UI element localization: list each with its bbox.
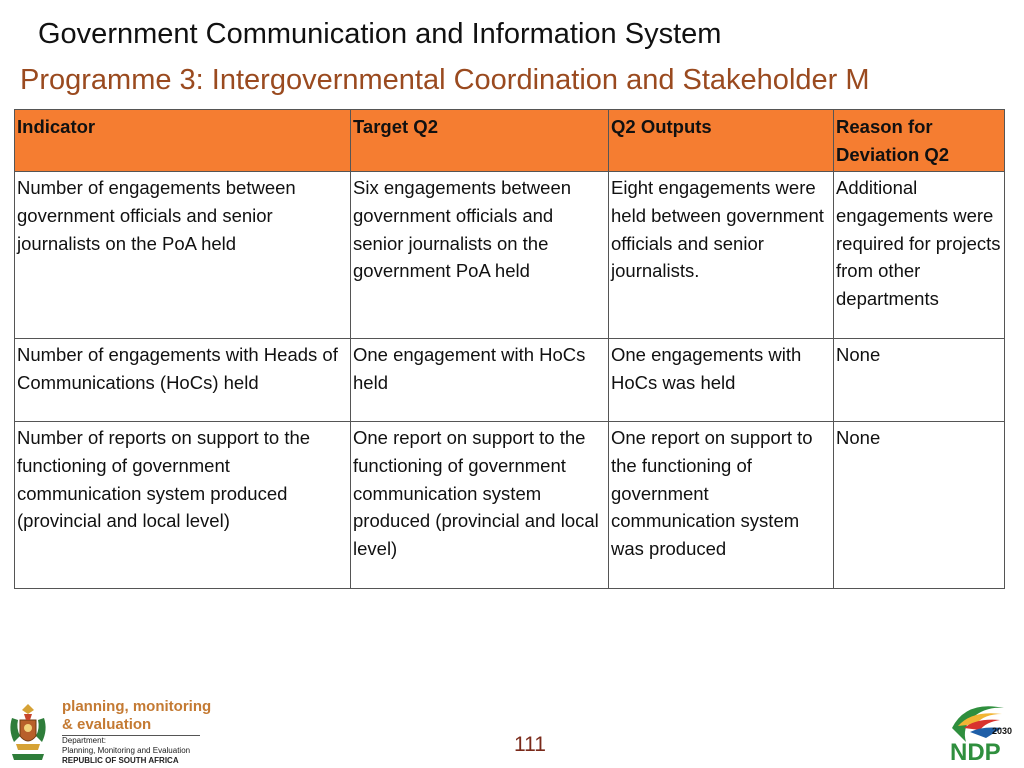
table-row (15, 422, 1005, 589)
table-row (15, 339, 1005, 422)
logo-line-2: & evaluation (62, 716, 152, 733)
organization-title: Government Communication and Information System (38, 18, 722, 50)
performance-table (14, 109, 1005, 589)
target-cell: Six engagements between government officials and senior journalists on the government PoA held (351, 172, 609, 339)
table-header-row (15, 110, 1005, 172)
target-cell: One engagement with HoCs held (351, 339, 609, 422)
reason-cell: Additional engagements were required for projects from other departments (834, 172, 1005, 339)
column-header-reason: Reason for Deviation Q2 (834, 110, 1005, 172)
indicator-cell: Number of engagements between government officials and senior journalists on the PoA held (15, 172, 351, 339)
programme-title: Programme 3: Intergovernmental Coordination and Stakeholder M (20, 64, 870, 96)
department-label (62, 736, 190, 766)
column-header-indicator: Indicator (15, 110, 351, 172)
reason-cell: None (834, 422, 1005, 589)
indicator-cell: Number of engagements with Heads of Communications (HoCs) held (15, 339, 351, 422)
column-header-target: Target Q2 (351, 110, 609, 172)
outputs-cell: One report on support to the functioning of government communication system was produced (609, 422, 834, 589)
reason-cell: None (834, 339, 1005, 422)
svg-text:NDP: NDP (950, 739, 1001, 764)
column-header-outputs: Q2 Outputs (609, 110, 834, 172)
logo-line-1: planning, monitoring (62, 698, 212, 715)
department-line-1: Department: (62, 736, 107, 745)
dpme-logo (4, 698, 212, 766)
table-row (15, 172, 1005, 339)
department-line-3: REPUBLIC OF SOUTH AFRICA (62, 756, 179, 765)
outputs-cell: One engagements with HoCs was held (609, 339, 834, 422)
target-cell: One report on support to the functioning of government communication system produced (provincial and local level) (351, 422, 609, 589)
svg-text:2030: 2030 (992, 726, 1013, 736)
department-line-2: Planning, Monitoring and Evaluation (62, 746, 191, 755)
coat-of-arms-icon (4, 700, 52, 764)
page-number: 111 (514, 733, 546, 756)
outputs-cell: Eight engagements were held between government officials and senior journalists. (609, 172, 834, 339)
ndp-2030-logo-icon (946, 698, 1016, 764)
indicator-cell: Number of reports on support to the functioning of government communication system produced (provincial and local level) (15, 422, 351, 589)
